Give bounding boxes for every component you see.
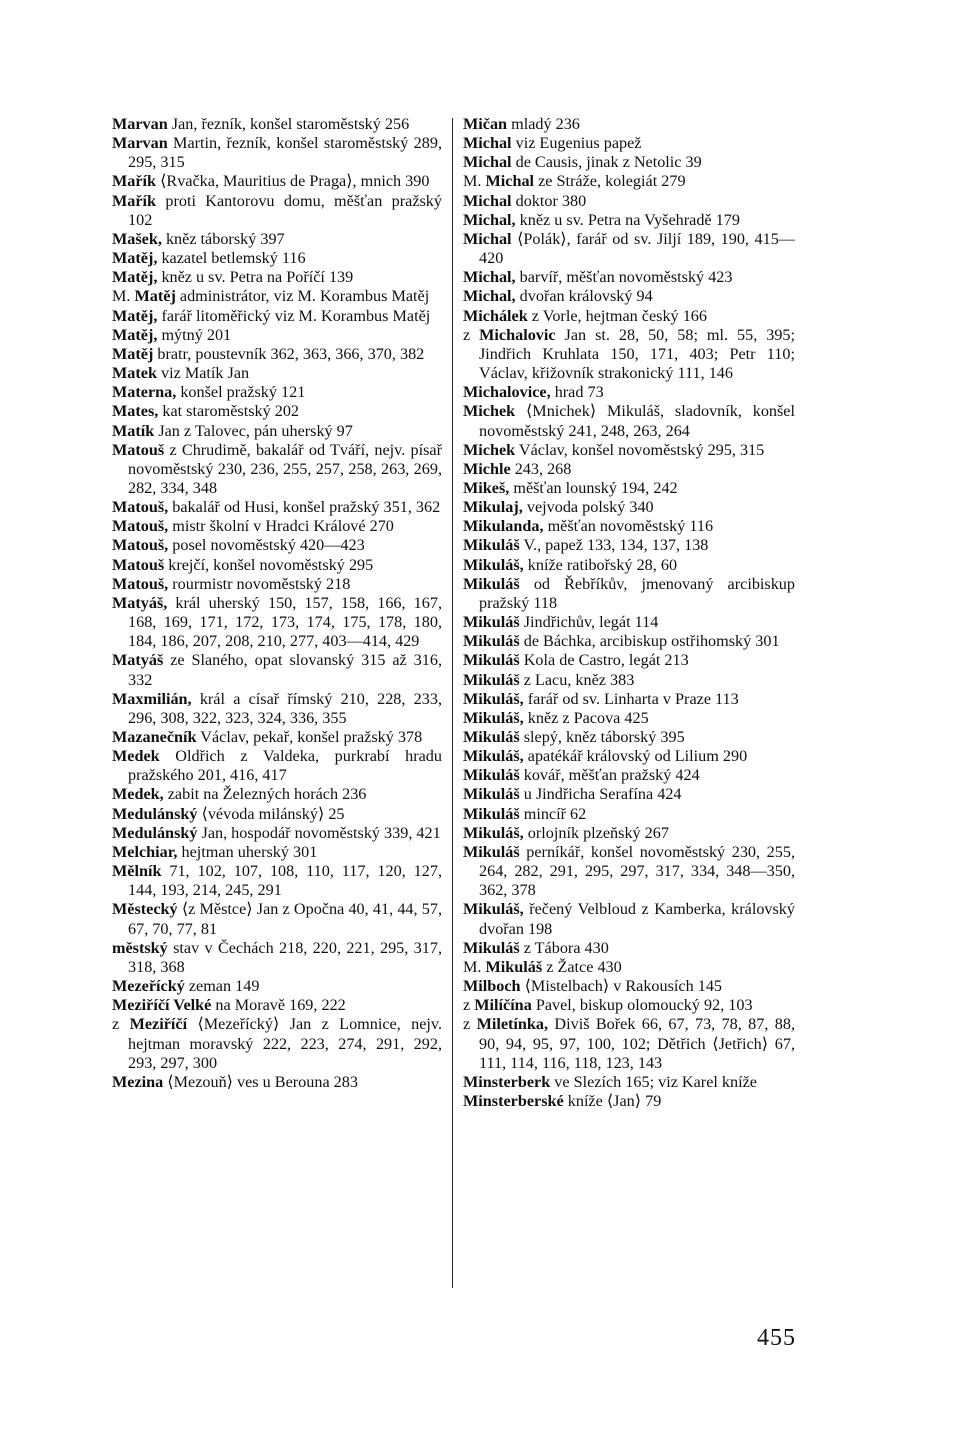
index-entry (463, 766, 795, 785)
index-entry (463, 517, 795, 536)
index-entry (463, 498, 795, 517)
entry-text: 243, 268 (510, 459, 572, 478)
index-entry (112, 422, 442, 441)
entry-text: Jan z Talovec, pán uherský 97 (154, 421, 353, 440)
index-entry (112, 364, 442, 383)
index-entry (112, 498, 442, 517)
entry-text: kněz u sv. Petra na Poříčí 139 (157, 268, 354, 287)
entry-text: ⟨Mezouň⟩ ves u Berouna 283 (163, 1072, 358, 1091)
entry-text: doktor 380 (511, 191, 587, 210)
entry-text: rourmistr novoměstský 218 (168, 574, 351, 593)
entry-headword: Michalovice, (463, 383, 551, 402)
entry-headword: Mařík (112, 172, 157, 191)
entry-headword: Mezina (112, 1072, 164, 1091)
index-column-left (112, 115, 442, 1092)
entry-text: u Jindřicha Serafína 424 (519, 785, 682, 804)
entry-headword: Mates, (112, 402, 159, 421)
index-entry (112, 556, 442, 575)
index-entry (112, 824, 442, 843)
entry-headword: městský (112, 938, 168, 957)
entry-text: posel novoměstský 420—423 (168, 536, 365, 555)
index-entry (463, 192, 795, 211)
entry-text: apatékář královský od Lilium 290 (523, 747, 748, 766)
entry-text: ⟨Mistelbach⟩ v Rakousích 145 (520, 977, 723, 996)
index-entry (463, 824, 795, 843)
entry-headword: Mičan (463, 115, 508, 133)
entry-text: ⟨vévoda milánský⟩ 25 (197, 804, 345, 823)
entry-headword: Michek (463, 402, 516, 421)
index-entry (463, 172, 795, 191)
index-entry (463, 479, 795, 498)
entry-text: z Chrudimě, bakalář od Tváří, nejv. písař novoměstský 230, 236, 255, 257, 258, 263, 269, 282, 334, 348 (128, 440, 442, 497)
entry-headword: Michek (463, 440, 516, 459)
entry-text: měšťan lounský 194, 242 (509, 478, 678, 497)
entry-headword: Michle (463, 459, 511, 478)
index-entry (112, 326, 442, 345)
index-entry (463, 671, 795, 690)
entry-text: perníkář, konšel novoměstský 230, 255, 264, 282, 291, 295, 297, 317, 334, 348—350, 362, 378 (479, 842, 795, 900)
entry-headword: Medulánský (112, 823, 198, 842)
index-entry (463, 958, 795, 977)
entry-text: ⟨Rvačka, Mauritius de Praga⟩, mnich 390 (156, 172, 430, 191)
entry-text: hrad 73 (550, 383, 604, 402)
index-entry (112, 862, 442, 900)
entry-text: ze Slaného, opat slovanský 315 až 316, 332 (128, 651, 442, 689)
entry-text: kněz z Pacova 425 (523, 708, 649, 727)
index-entry (112, 785, 442, 804)
index-entry (463, 153, 795, 172)
index-entry (112, 230, 442, 249)
entry-text: král a císař římský 210, 228, 233, 296, 308, 322, 323, 324, 336, 355 (128, 689, 442, 727)
entry-text: bratr, poustevník 362, 363, 366, 370, 382 (153, 344, 425, 363)
index-entry (112, 345, 442, 364)
index-entry (463, 383, 795, 402)
entry-headword: Matěj, (112, 268, 158, 287)
entry-text: ⟨Polák⟩, farář od sv. Jiljí 189, 190, 415—420 (479, 229, 795, 268)
entry-headword: Melchiar, (112, 842, 178, 861)
entry-headword: Marvan (112, 134, 168, 153)
entry-headword: Minsterberk (463, 1072, 551, 1091)
entry-headword: Mikuláš (463, 613, 520, 632)
entry-prefix: z (463, 1015, 477, 1034)
index-entry (112, 747, 442, 785)
entry-headword: Mikuláš (463, 938, 520, 957)
entry-headword: Matěj, (112, 325, 158, 344)
index-entry (463, 326, 795, 383)
entry-headword: Michal, (463, 210, 516, 229)
entry-headword: Mikuláš, (463, 708, 524, 727)
entry-headword: Meziříčí (129, 1015, 188, 1034)
entry-headword: Mikulanda, (463, 517, 544, 536)
entry-text: de Causis, jinak z Netolic 39 (511, 153, 702, 172)
entry-prefix: z (463, 996, 475, 1015)
index-entry (463, 307, 795, 326)
entry-headword: Medulánský (112, 804, 198, 823)
entry-headword: Mikuláš (463, 574, 520, 593)
index-entry (463, 575, 795, 613)
entry-text: ⟨Mnichek⟩ Mikuláš, sladovník, konšel novoměstský 241, 248, 263, 264 (479, 402, 795, 440)
entry-prefix: M. (112, 287, 135, 306)
entry-text: barvíř, měšťan novoměstský 423 (515, 268, 733, 287)
index-entry (112, 517, 442, 536)
entry-text: na Moravě 169, 222 (211, 996, 346, 1015)
entry-headword: Michal (463, 153, 512, 172)
entry-text: Jindřichův, legát 114 (519, 613, 659, 632)
index-entry (112, 115, 442, 134)
entry-headword: Matěj, (112, 306, 158, 325)
entry-text: ⟨Mezeřícký⟩ Jan z Lomnice, nejv. hejtman moravský 222, 223, 274, 291, 292, 293, 297, 300 (128, 1015, 442, 1072)
entry-headword: Mazanečník (112, 728, 197, 746)
entry-headword: Milíčína (474, 996, 532, 1015)
entry-headword: Michal, (463, 287, 516, 306)
entry-headword: Mikuláš, (463, 747, 524, 766)
entry-headword: Matyáš (112, 651, 164, 670)
entry-text: ⟨z Městce⟩ Jan z Opočna 40, 41, 44, 57, 67, 70, 77, 81 (128, 900, 442, 938)
entry-headword: Matouš (112, 555, 165, 574)
index-entry (463, 1092, 795, 1111)
index-entry (112, 268, 442, 287)
entry-text: de Báchka, arcibiskup ostřihomský 301 (519, 632, 780, 651)
entry-headword: Matík (112, 421, 155, 440)
index-entry (112, 575, 442, 594)
entry-headword: Mikeš, (463, 478, 510, 497)
index-entry (463, 613, 795, 632)
entry-text: administrátor, viz M. Korambus Matěj (175, 287, 430, 306)
index-entry (463, 728, 795, 747)
entry-text: viz Matík Jan (156, 364, 250, 383)
entry-text: krejčí, konšel novoměstský 295 (164, 555, 374, 574)
entry-headword: Mikuláš (463, 842, 520, 861)
entry-text: mincíř 62 (519, 804, 587, 823)
index-entry (112, 1015, 442, 1072)
entry-text: farář litoměřický viz M. Korambus Matěj (157, 306, 431, 325)
entry-headword: Mikuláš (463, 632, 520, 651)
index-entry (112, 383, 442, 402)
entry-headword: Mikuláš, (463, 555, 524, 574)
entry-headword: Mezeřícký (112, 977, 185, 996)
entry-text: Kola de Castro, legát 213 (519, 651, 689, 670)
index-entry (112, 939, 442, 977)
index-entry (112, 690, 442, 728)
entry-text: Jan st. 28, 50, 58; ml. 55, 395; Jindřich Kruhlata 150, 171, 403; Petr 110; Václav, křižovník strakonický 111, 146 (479, 325, 795, 383)
entry-text: řečený Velbloud z Kamberka, královský dvořan 198 (479, 900, 795, 938)
index-entry (112, 287, 442, 306)
entry-text: od Řebříkův, jmenovaný arcibiskup pražský 118 (479, 574, 795, 612)
entry-text: z Tábora 430 (519, 938, 609, 957)
entry-text: mladý 236 (507, 115, 580, 133)
entry-prefix: M. (463, 172, 486, 191)
index-entry (112, 536, 442, 555)
index-entry (463, 211, 795, 230)
entry-text: kněz táborský 397 (161, 229, 285, 248)
index-entry (463, 1015, 795, 1072)
entry-text: měšťan novoměstský 116 (543, 517, 714, 536)
entry-text: vejvoda polský 340 (522, 498, 654, 517)
entry-text: farář od sv. Linharta v Praze 113 (523, 689, 739, 708)
index-entry (112, 441, 442, 498)
entry-text: král uherský 150, 157, 158, 166, 167, 168, 169, 171, 172, 173, 174, 175, 178, 180, 184, 186, 207, 208, 210, 277, 403—414, 429 (128, 593, 442, 651)
entry-headword: Mikuláš (463, 670, 520, 689)
entry-text: Oldřich z Valdeka, purkrabí hradu pražského 201, 416, 417 (128, 747, 442, 785)
entry-headword: Mikuláš (463, 728, 520, 746)
entry-headword: Michal (463, 191, 512, 210)
index-entry (463, 805, 795, 824)
entry-text: kazatel betlemský 116 (157, 249, 306, 268)
index-entry (463, 536, 795, 555)
entry-text: orlojník plzeňský 267 (523, 823, 669, 842)
index-entry (463, 996, 795, 1015)
index-entry (112, 134, 442, 172)
entry-text: 71, 102, 107, 108, 110, 117, 120, 127, 144, 193, 214, 245, 291 (128, 862, 442, 900)
entry-text: hejtman uherský 301 (177, 842, 318, 861)
index-entry (112, 402, 442, 421)
entry-headword: Michal (463, 134, 512, 153)
entry-text: Václav, konšel novoměstský 295, 315 (515, 440, 765, 459)
entry-headword: Městecký (112, 900, 178, 919)
entry-text: Martin, řezník, konšel staroměstský 289, 295, 315 (128, 134, 442, 172)
entry-text: Jan, řezník, konšel staroměstský 256 (167, 115, 410, 133)
index-entry (112, 249, 442, 268)
entry-headword: Materna, (112, 383, 177, 402)
entry-prefix: z (112, 1015, 130, 1034)
entry-text: z Lacu, kněz 383 (519, 670, 635, 689)
index-entry (463, 785, 795, 804)
entry-headword: Mikuláš (463, 536, 520, 555)
entry-headword: Matouš, (112, 517, 169, 536)
entry-headword: Matouš (112, 440, 165, 459)
entry-headword: Meziříčí Velké (112, 996, 212, 1015)
page-number: 455 (757, 1325, 796, 1351)
index-entry (463, 977, 795, 996)
index-entry (112, 651, 442, 689)
entry-headword: Matouš, (112, 498, 169, 517)
entry-headword: Milboch (463, 977, 521, 996)
index-entry (463, 690, 795, 709)
entry-headword: Mikulaj, (463, 498, 523, 517)
entry-text: kovář, měšťan pražský 424 (519, 766, 700, 785)
entry-text: zeman 149 (184, 977, 260, 996)
entry-headword: Minsterberské (463, 1091, 564, 1110)
index-entry (463, 709, 795, 728)
entry-headword: Medek, (112, 785, 164, 804)
index-entry (112, 307, 442, 326)
index-entry (463, 939, 795, 958)
entry-text: ve Slezích 165; viz Karel kníže (550, 1072, 757, 1091)
entry-text: kníže ratibořský 28, 60 (523, 555, 678, 574)
entry-headword: Medek (112, 747, 160, 766)
index-entry (463, 115, 795, 134)
entry-headword: Matyáš, (112, 593, 168, 612)
entry-headword: Mašek, (112, 229, 162, 248)
index-entry (463, 843, 795, 900)
entry-text: V., papež 133, 134, 137, 138 (519, 536, 709, 555)
entry-headword: Michal (485, 172, 535, 191)
entry-headword: Michal (463, 229, 512, 248)
entry-headword: Matouš, (112, 574, 169, 593)
index-entry (112, 843, 442, 862)
index-entry (112, 594, 442, 651)
entry-headword: Michalovic (479, 325, 556, 344)
entry-headword: Matek (112, 364, 157, 383)
entry-text: kat staroměstský 202 (158, 402, 300, 421)
index-entry (463, 287, 795, 306)
index-entry (112, 900, 442, 938)
entry-headword: Mikuláš (463, 785, 520, 804)
index-entry (112, 977, 442, 996)
entry-headword: Matěj (112, 344, 154, 363)
index-entry (112, 192, 442, 230)
column-divider (452, 118, 453, 1288)
entry-headword: Mikuláš (485, 957, 543, 976)
index-entry (463, 134, 795, 153)
entry-text: z Vorle, hejtman český 166 (527, 306, 707, 325)
index-entry (112, 805, 442, 824)
entry-text: proti Kantorovu domu, měšťan pražský 102 (128, 191, 442, 229)
index-entry (112, 996, 442, 1015)
entry-headword: Michálek (463, 306, 528, 325)
entry-text: kníže ⟨Jan⟩ 79 (563, 1091, 662, 1110)
entry-headword: Mikuláš, (463, 689, 524, 708)
index-entry (112, 172, 442, 191)
entry-text: zabit na Železných horách 236 (163, 785, 367, 804)
entry-prefix: z (463, 325, 480, 344)
entry-headword: Matěj (134, 287, 176, 306)
entry-headword: Maxmilián, (112, 689, 192, 708)
entry-headword: Michal, (463, 268, 516, 287)
entry-text: Jan, hospodář novoměstský 339, 421 (197, 823, 441, 842)
entry-text: mistr školní v Hradci Králové 270 (168, 517, 394, 536)
index-entry (112, 728, 442, 747)
entry-headword: Mikuláš (463, 766, 520, 785)
entry-text: slepý, kněz táborský 395 (519, 728, 685, 746)
entry-text: konšel pražský 121 (176, 383, 306, 402)
entry-headword: Miletínka, (476, 1015, 549, 1034)
entry-headword: Mikuláš (463, 651, 520, 670)
index-column-right (463, 115, 795, 1111)
entry-headword: Marvan (112, 115, 168, 133)
entry-text: Pavel, biskup olomoucký 92, 103 (531, 996, 753, 1015)
entry-headword: Mikuláš, (463, 900, 524, 919)
index-entry (463, 1073, 795, 1092)
index-entry (463, 441, 795, 460)
entry-text: z Žatce 430 (542, 957, 622, 976)
entry-headword: Mikuláš, (463, 823, 524, 842)
entry-text: stav v Čechách 218, 220, 221, 295, 317, 318, 368 (128, 938, 442, 976)
entry-headword: Mikuláš (463, 804, 520, 823)
index-entry (463, 556, 795, 575)
entry-text: kněz u sv. Petra na Vyšehradě 179 (515, 210, 740, 229)
index-entry (463, 747, 795, 766)
entry-headword: Mělník (112, 862, 162, 881)
entry-headword: Mařík (112, 191, 157, 210)
index-entry (463, 268, 795, 287)
index-entry (112, 1073, 442, 1092)
entry-text: dvořan královský 94 (515, 287, 653, 306)
entry-text: viz Eugenius papež (511, 134, 642, 153)
entry-text: ze Stráže, kolegiát 279 (534, 172, 686, 191)
index-entry (463, 460, 795, 479)
entry-prefix: M. (463, 957, 486, 976)
index-entry (463, 632, 795, 651)
index-entry (463, 402, 795, 440)
entry-headword: Matouš, (112, 536, 169, 555)
index-entry (463, 900, 795, 938)
entry-text: Václav, pekař, konšel pražský 378 (196, 728, 423, 746)
entry-headword: Matěj, (112, 249, 158, 268)
index-entry (463, 651, 795, 670)
index-entry (463, 230, 795, 268)
entry-text: bakalář od Husi, konšel pražský 351, 362 (168, 498, 441, 517)
entry-text: Diviš Bořek 66, 67, 73, 78, 87, 88, 90, 94, 95, 97, 100, 102; Dětřich ⟨Jetřich⟩ 67, 111, 114, 116, 118, 123, 143 (479, 1015, 796, 1072)
entry-text: mýtný 201 (157, 325, 232, 344)
